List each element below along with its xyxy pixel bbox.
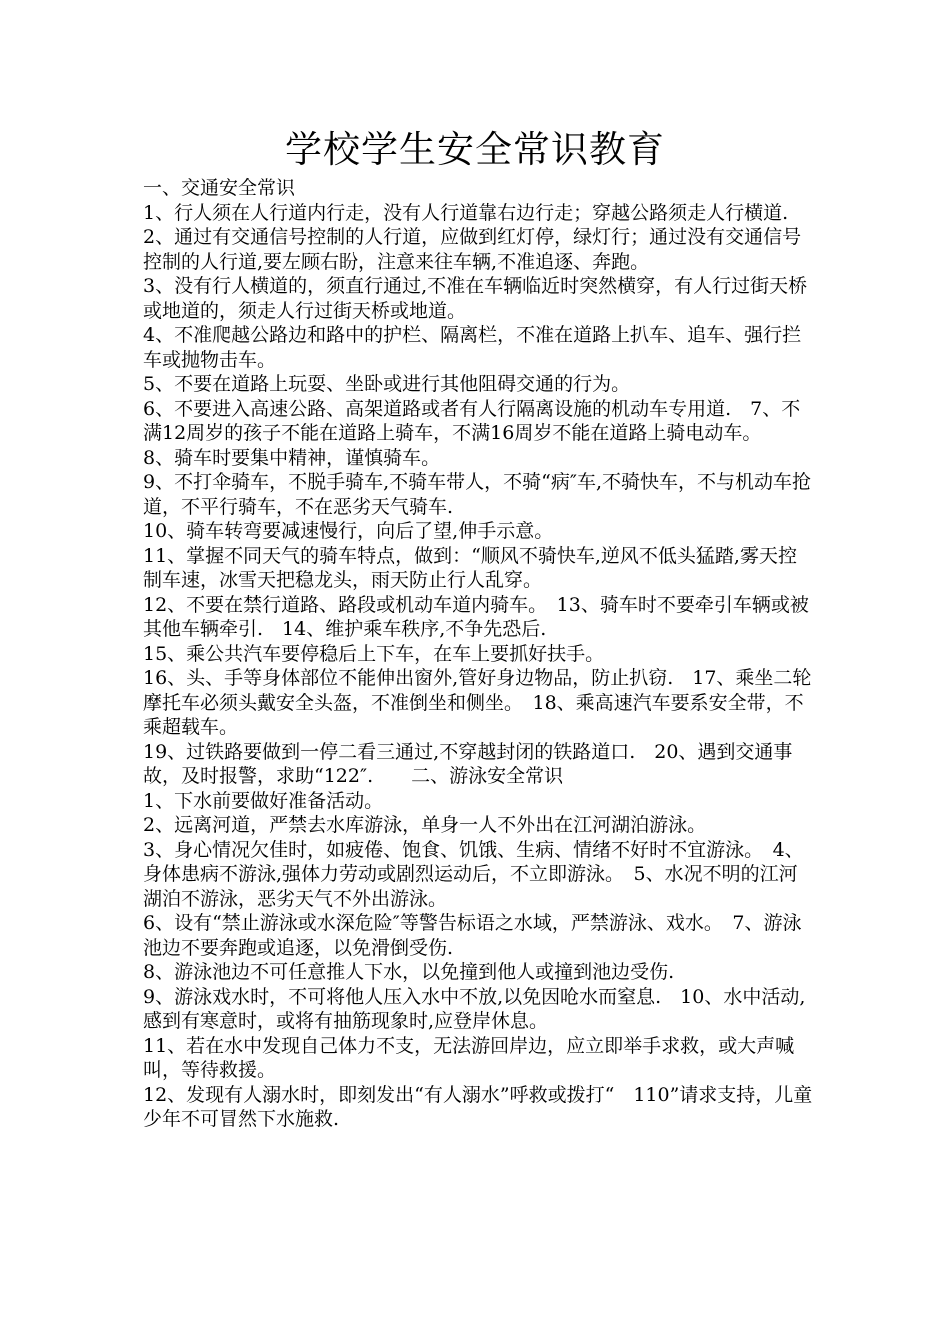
paragraph: 8、游泳池边不可任意推人下水，以免撞到他人或撞到池边受伤. <box>143 961 675 983</box>
paragraph: 2、通过有交通信号控制的人行道，应做到红灯停，绿灯行；通过没有交通信号控制的人行道,要左顾右盼，注意来往车辆,不准追逐、奔跑。 <box>143 226 802 273</box>
paragraph: 12、发现有人溺水时，即刻发出“有人溺水”呼救或拨打“ 110”请求支持，儿童少年不可冒然下水施救. <box>143 1083 813 1130</box>
paragraph: 1、下水前要做好准备活动。 <box>143 789 384 812</box>
paragraph: 11、若在水中发现自己体力不支，无法游回岸边，应立即举手求救，或大声喊叫，等待救援。 <box>143 1034 795 1081</box>
paragraph: 2、远离河道，严禁去水库游泳，单身一人不外出在江河湖泊游泳。 <box>143 814 707 836</box>
paragraph: 3、没有行人横道的，须直行通过,不准在车辆临近时突然横穿，有人行过街天桥或地道的，须走人行过街天桥或地道。 <box>143 275 808 322</box>
paragraph: 10、骑车转弯要减速慢行，向后了望,伸手示意。 <box>143 520 554 542</box>
paragraph: 12、不要在禁行道路、路段或机动车道内骑车。 13、骑车时不要牵引车辆或被其他车辆牵引. 14、维护乘车秩序,不争先恐后. <box>143 593 809 640</box>
paragraph: 1、行人须在人行道内行走，没有人行道靠右边行走；穿越公路须走人行横道. <box>143 201 789 224</box>
document-body <box>143 176 815 1132</box>
paragraph: 3、身心情况欠佳时，如疲倦、饱食、饥饿、生病、情绪不好时不宜游泳。 4、身体患病不游泳,强体力劳动或剧烈运动后，不立即游泳。 5、水况不明的江河湖泊不游泳，恶劣天气不外出游泳。 <box>143 838 804 910</box>
paragraph: 8、骑车时要集中精神，谨慎骑车。 <box>143 446 441 469</box>
paragraph: 19、过铁路要做到一停二看三通过,不穿越封闭的铁路道口. 20、遇到交通事故，及时报警，求助“122″. 二、游泳安全常识 <box>143 740 793 787</box>
paragraph: 11、掌握不同天气的骑车特点，做到：“顺风不骑快车,逆风不低头猛踏,雾天控制车速，冰雪天把稳龙头，雨天防止行人乱穿。 <box>143 544 797 591</box>
paragraph: 16、头、手等身体部位不能伸出窗外,管好身边物品，防止扒窃. 17、乘坐二轮摩托车必须头戴安全头盔，不准倒坐和侧坐。 18、乘高速汽车要系安全带，不乘超载车。 <box>143 667 812 738</box>
paragraph: 9、不打伞骑车，不脱手骑车,不骑车带人，不骑“病″车,不骑快车，不与机动车抢道，不平行骑车，不在恶劣天气骑车. <box>143 471 811 518</box>
paragraph: 一、交通安全常识 <box>143 177 296 199</box>
paragraph: 6、设有“禁止游泳或水深危险″等警告标语之水域，严禁游泳、戏水。 7、游泳池边不要奔跑或追逐，以免滑倒受伤. <box>143 912 802 959</box>
paragraph: 15、乘公共汽车要停稳后上下车，在车上要抓好扶手。 <box>143 642 605 665</box>
paragraph: 9、游泳戏水时，不可将他人压入水中不放,以免因呛水而窒息. 10、水中活动,感到有寒意时，或将有抽筋现象时,应登岸休息。 <box>143 985 806 1032</box>
paragraph: 4、不准爬越公路边和路中的护栏、隔离栏，不准在道路上扒车、追车、强行拦车或抛物击车。 <box>143 324 802 371</box>
paragraph: 5、不要在道路上玩耍、坐卧或进行其他阻碍交通的行为。 <box>143 373 631 395</box>
paragraph: 6、不要进入高速公路、高架道路或者有人行隔离设施的机动车专用道. 7、不满12周岁的孩子不能在道路上骑车，不满16周岁不能在道路上骑电动车。 <box>143 397 801 444</box>
document-title: 学校学生安全常识教育 <box>285 128 665 171</box>
